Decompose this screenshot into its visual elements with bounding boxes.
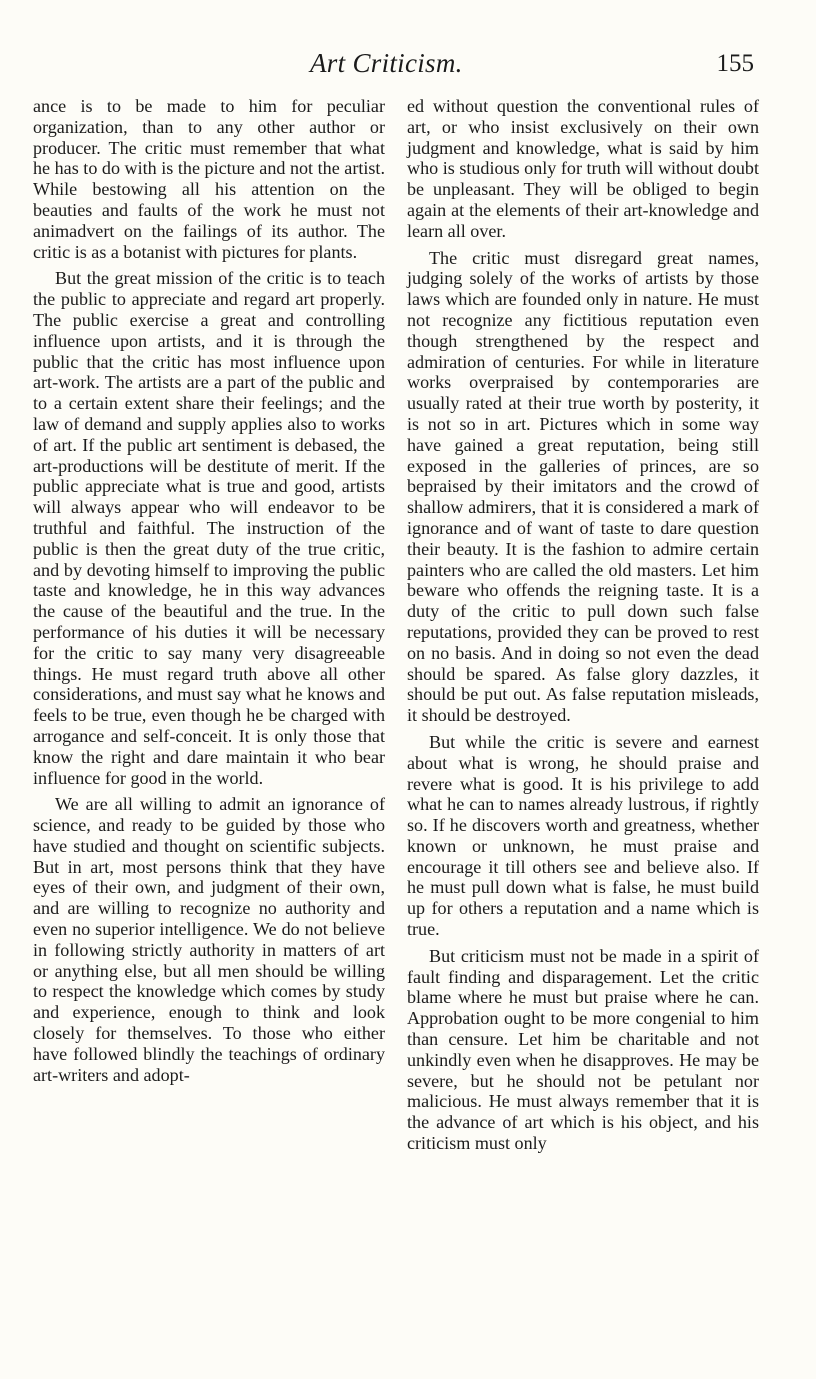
paragraph: But while the critic is severe and earnest about what is wrong, he should praise and revere what is good. It is his privilege to add what he can to names already lustrous, if rightly so. If he discovers worth and greatness, whether known or unknown, he must praise and encourage it till others see and believe also. If he must pull down what is false, he must build up for others a reputation and a name which is true. [407, 731, 759, 940]
page-header [0, 48, 816, 88]
running-title: Art Criticism. [310, 48, 463, 78]
paragraph: We are all willing to admit an ignorance of science, and ready to be guided by those who have studied and thought on scientific subjects. But in art, most persons think that they have eyes of their own, and judgment of their own, and are willing to recognize no authority and even no superior intelligence. We do not believe in following strictly authority in matters of art or anything else, but all men should be willing to respect the knowledge which comes by study and experience, enough to think and look closely for themselves. To those who either have followed blindly the teachings of ordinary art-writers and adopt- [33, 794, 385, 1085]
paragraph: ance is to be made to him for peculiar organization, than to any other author or producer. The critic must remember that what he has to do with is the picture and not the artist. While bestowing all his attention on the beauties and faults of the work he must not animadvert on the failings of its author. The critic is as a botanist with pictures for plants. [33, 96, 385, 262]
paragraph: ed without question the conventional rules of art, or who insist exclusively on their own judgment and knowledge, what is said by him who is studious only for truth will without doubt be unpleasant. They will be obliged to begin again at the elements of their art-knowledge and learn all over. [407, 96, 759, 241]
paragraph: But the great mission of the critic is to teach the public to appreciate and regard art properly. The public exercise a great and controlling influence upon artists, and it is through the public that the critic has most influence upon art-work. The artists are a part of the public and to a certain extent share their feelings; and the law of demand and supply applies also to works of art. If the public art sentiment is debased, the art-productions will be destitute of merit. If the public appreciate what is true and good, artists will always appear who will endeavor to be truthful and faithful. The instruction of the public is then the great duty of the true critic, and by devoting himself to improving the public taste and knowledge, he in this way advances the cause of the beautiful and the true. In the performance of his duties it will be necessary for the critic to say many very disagreeable things. He must regard truth above all other considerations, and must say what he knows and feels to be true, even though he be charged with arrogance and self-conceit. It is only those that know the right and dare maintain it who bear influence for good in the world. [33, 268, 385, 788]
paragraph: But criticism must not be made in a spirit of fault finding and disparagement. Let the critic blame where he must but praise where he can. Approbation ought to be more congenial to him than censure. Let him be charitable and not unkindly even when he disapproves. He may be severe, but he should not be petulant nor malicious. He must always remember that it is the advance of art which is his object, and his criticism must only [407, 945, 759, 1154]
page-number: 155 [716, 50, 754, 77]
paragraph: The critic must disregard great names, judging solely of the works of artists by those laws which are founded only in nature. He must not recognize any fictitious reputation even though strengthened by the respect and admiration of centuries. For while in literature works overpraised by contemporaries are usually rated at their true worth by posterity, it is not so in art. Pictures which in some way have gained a great reputation, being still exposed in the galleries of princes, are so bepraised by their imitators and the crowd of shallow admirers, that it is considered a mark of ignorance and of want of taste to dare question their beauty. It is the fashion to admire certain painters who are called the old masters. Let him beware who offends the reigning taste. It is a duty of the critic to pull down such false reputations, provided they can be proved to rest on no basis. And in doing so not even the dead should be spared. As false glory dazzles, it should be put out. As false reputation misleads, it should be destroyed. [407, 247, 759, 726]
right-column [407, 96, 759, 1160]
left-column [33, 96, 385, 1091]
